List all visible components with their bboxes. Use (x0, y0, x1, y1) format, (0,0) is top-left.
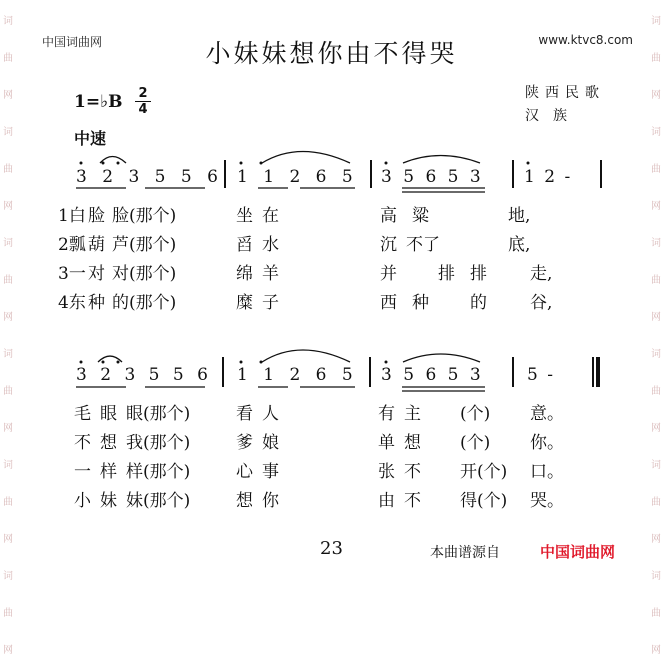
line2-verse-3-word: 样 (100, 462, 117, 482)
watermark-strip-left (1, 0, 15, 656)
line2-verse-3-word: 样(那个) (126, 462, 191, 482)
watermark-char: 网 (3, 534, 13, 545)
watermark-char: 曲 (651, 53, 661, 64)
line2-verse-1-word: 看 (236, 404, 253, 424)
watermark-char: 曲 (651, 275, 661, 286)
line1-verse-4-word: 糜 (236, 293, 253, 313)
final-barline-thin (592, 357, 594, 387)
line1-verse-2-word: 沉 (380, 235, 397, 255)
line1-verse-1-word: 1白 (58, 206, 86, 226)
line1-verse-2-word: 舀 (236, 235, 253, 255)
line1-verse-4-word: 子 (262, 293, 279, 313)
line1-verse-4-word: 的(那个) (112, 293, 177, 313)
watermark-char: 曲 (3, 386, 13, 397)
line2-verse-2-word: 不 (74, 433, 91, 453)
line2-verse-4-word: 得(个) (460, 491, 508, 511)
line2-verse-4-word: 妹(那个) (126, 491, 191, 511)
line2-verse-2-word: 爹 (236, 433, 253, 453)
line2-verse-3-word: 事 (262, 462, 279, 482)
watermark-char: 词 (3, 127, 13, 138)
watermark-char: 网 (651, 201, 661, 212)
line2-verse-1-word: (个) (460, 404, 491, 424)
watermark-char: 曲 (3, 275, 13, 286)
line2-verse-1-word: 眼 (100, 404, 117, 424)
line2-measure-3-notes: 3 5 6 5 3 (381, 365, 484, 385)
final-barline-thick (596, 357, 600, 387)
barline (370, 160, 372, 188)
time-signature-bottom: 4 (138, 102, 148, 117)
line2-measure-2-notes: 1 1 2 6 5 (237, 365, 358, 385)
watermark-char: 网 (3, 645, 13, 656)
watermark-char: 曲 (651, 164, 661, 175)
source-label: 本曲谱源自 (430, 545, 500, 561)
watermark-char: 网 (3, 423, 13, 434)
line2-verse-4-word: 由 (378, 491, 395, 511)
line1-measure-2-notes: 1 1 2 6 5 (237, 167, 358, 187)
line1-verse-3-word: 绵 (236, 264, 253, 284)
line2-verse-2-word: 想 (404, 433, 421, 453)
watermark-char: 曲 (3, 53, 13, 64)
watermark-char: 词 (3, 16, 13, 27)
line2-verse-3-word: 一 (74, 462, 91, 482)
line1-verse-1-word: 高 (380, 206, 397, 226)
tempo-marking: 中速 (74, 129, 107, 148)
song-title: 小妹妹想你由不得哭 (205, 39, 458, 68)
line2-verse-3-word: 心 (236, 462, 253, 482)
credit-origin: 陕西民歌 (525, 85, 605, 101)
watermark-char: 网 (3, 90, 13, 101)
line1-verse-3-word: 3一 (58, 264, 86, 284)
line2-verse-1-word: 眼(那个) (126, 404, 191, 424)
line1-verse-1-word: 脸 (88, 206, 105, 226)
time-signature (135, 87, 151, 116)
barline (600, 160, 602, 188)
line2-verse-2-word: 想 (100, 433, 117, 453)
line1-verse-2-word: 葫 (88, 235, 105, 255)
watermark-char: 词 (651, 571, 661, 582)
watermark-char: 词 (651, 238, 661, 249)
watermark-char: 曲 (3, 164, 13, 175)
watermark-site-name: 中国词曲网 (42, 35, 103, 49)
line1-measure-4-notes: 1 2 - (524, 167, 573, 187)
line2-verse-1-word: 人 (262, 404, 279, 424)
line2-verse-4-word: 妹 (100, 491, 117, 511)
barline (369, 357, 371, 387)
line2-verse-4-word: 你 (262, 491, 279, 511)
line2-measure-4-notes: 5 - (527, 365, 555, 385)
watermark-char: 网 (651, 90, 661, 101)
watermark-char: 曲 (3, 608, 13, 619)
barline (224, 160, 226, 188)
line2-verse-4-word: 小 (74, 491, 91, 511)
line2-verse-4-word: 不 (404, 491, 421, 511)
line1-verse-3-word: 排 (470, 264, 487, 284)
line2-verse-1-word: 有 (378, 404, 395, 424)
line1-verse-3-word: 并 (380, 264, 397, 284)
watermark-char: 网 (651, 534, 661, 545)
line2-verse-3-word: 不 (404, 462, 421, 482)
line1-verse-4-word: 的 (470, 293, 487, 313)
watermark-char: 词 (651, 460, 661, 471)
time-signature-top: 2 (138, 86, 148, 101)
line2-verse-2-word: 单 (378, 433, 395, 453)
line1-verse-2-word: 底, (508, 235, 531, 255)
line1-verse-1-word: 粱 (412, 206, 429, 226)
line1-verse-4-word: 种 (88, 293, 105, 313)
line2-verse-2-word: (个) (460, 433, 491, 453)
watermark-char: 词 (651, 16, 661, 27)
line1-verse-1-word: 脸(那个) (112, 206, 177, 226)
line1-measure-1-notes: 3 2 3 5 5 6 (76, 167, 223, 187)
watermark-char: 词 (651, 127, 661, 138)
barline (512, 357, 514, 387)
line1-verse-2-word: 2瓢 (58, 235, 86, 255)
watermark-char: 词 (3, 460, 13, 471)
watermark-char: 词 (3, 238, 13, 249)
watermark-char: 网 (3, 201, 13, 212)
barline (512, 160, 514, 188)
line1-verse-3-word: 走, (530, 264, 553, 284)
line2-verse-4-word: 想 (236, 491, 253, 511)
watermark-site-url: www.ktvc8.com (538, 33, 633, 47)
line1-verse-3-word: 对(那个) (112, 264, 177, 284)
line1-verse-2-word: 不了 (406, 235, 440, 255)
line1-verse-1-word: 在 (262, 206, 279, 226)
line1-verse-4-word: 西 (380, 293, 397, 313)
watermark-char: 词 (651, 349, 661, 360)
watermark-char: 曲 (651, 386, 661, 397)
line2-verse-3-word: 口。 (530, 462, 564, 482)
key-signature: 1=♭B (74, 92, 123, 112)
watermark-char: 网 (651, 645, 661, 656)
watermark-strip-right (649, 0, 663, 656)
line1-verse-4-word: 种 (412, 293, 429, 313)
watermark-char: 词 (3, 349, 13, 360)
line2-verse-3-word: 张 (378, 462, 395, 482)
watermark-char: 词 (3, 571, 13, 582)
line2-measure-1-notes: 3 2 3 5 5 6 (76, 365, 212, 385)
source-site: 中国词曲网 (540, 543, 616, 561)
line1-verse-1-word: 坐 (236, 206, 253, 226)
line2-verse-4-word: 哭。 (530, 491, 564, 511)
watermark-char: 网 (3, 312, 13, 323)
watermark-char: 网 (651, 423, 661, 434)
line1-verse-3-word: 排 (438, 264, 455, 284)
line2-verse-2-word: 你。 (530, 433, 564, 453)
line1-verse-2-word: 水 (262, 235, 279, 255)
line2-verse-1-word: 主 (404, 404, 421, 424)
line2-verse-1-word: 毛 (74, 404, 91, 424)
watermark-char: 曲 (651, 497, 661, 508)
watermark-char: 曲 (3, 497, 13, 508)
line2-verse-2-word: 娘 (262, 433, 279, 453)
line2-verse-1-word: 意。 (530, 404, 564, 424)
page-number: 23 (320, 538, 343, 559)
watermark-char: 曲 (651, 608, 661, 619)
line1-verse-3-word: 羊 (262, 264, 279, 284)
watermark-char: 网 (651, 312, 661, 323)
barline (222, 357, 224, 387)
credit-ethnicity: 汉族 (525, 108, 581, 124)
line1-verse-2-word: 芦(那个) (112, 235, 177, 255)
line2-verse-2-word: 我(那个) (126, 433, 191, 453)
line1-verse-4-word: 4东 (58, 293, 86, 313)
line1-verse-1-word: 地, (508, 206, 531, 226)
line1-measure-3-notes: 3 5 6 5 3 (381, 167, 484, 187)
line1-verse-4-word: 谷, (530, 293, 553, 313)
line2-verse-3-word: 开(个) (460, 462, 508, 482)
line1-verse-3-word: 对 (88, 264, 105, 284)
